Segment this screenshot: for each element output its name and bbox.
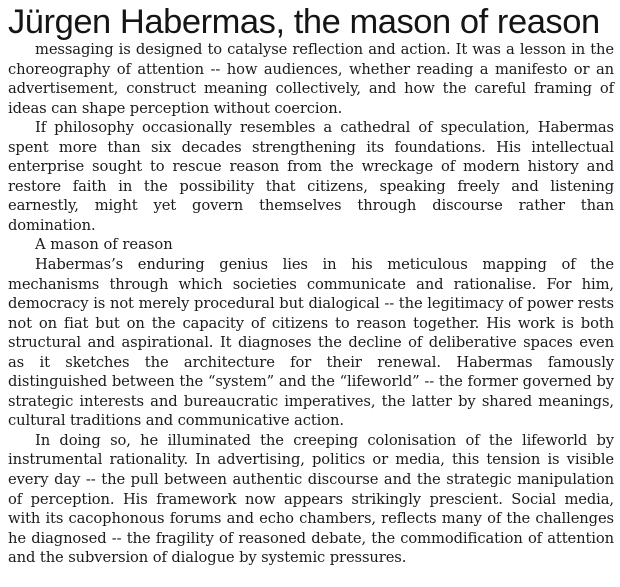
headline: Jürgen Habermas, the mason of reason [8,3,600,41]
paragraph: Habermas’s enduring genius lies in his meticulous mapping of the mechanisms through which societies communicate and rationalise. For him, democracy is not merely procedural but dialogical -- the legitimacy of power rests not on fiat but on the capacity of citizens to reason together. His work is both structural and aspirational. It diagnoses the decline of deliberative spaces even as it sketches the architecture for their renewal. Habermas famously distinguished between the “system” and the “lifeworld” -- the former governed by strategic interests and bureaucratic imperatives, the latter by shared meanings, cultural traditions and communicative action. [8,256,614,430]
article [8,0,614,568]
paragraph: If philosophy occasionally resembles a cathedral of speculation, Habermas spent more than six decades strengthening its foundations. His intellectual enterprise sought to rescue reason from the wreckage of modern history and restore faith in the possibility that citizens, speaking freely and listening earnestly, might yet govern themselves through discourse rather than domination. [8,119,614,234]
article-body [8,40,614,568]
paragraph: In doing so, he illuminated the creeping colonisation of the lifeworld by instrumental rationality. In advertising, politics or media, this tension is visible every day -- the pull between authentic discourse and the strategic manipulation of perception. His framework now appears strikingly prescient. Social media, with its cacophonous forums and echo chambers, reflects many of the challenges he diagnosed -- the fragility of reasoned debate, the commodification of attention and the subversion of dialogue by systemic pressures. [8,431,614,567]
paragraph: messaging is designed to catalyse reflection and action. It was a lesson in the choreography of attention -- how audiences, whether reading a manifesto or an advertisement, construct meaning collectively, and how the careful framing of ideas can shape perception without coercion. [8,41,614,117]
subheading: A mason of reason [35,236,173,254]
